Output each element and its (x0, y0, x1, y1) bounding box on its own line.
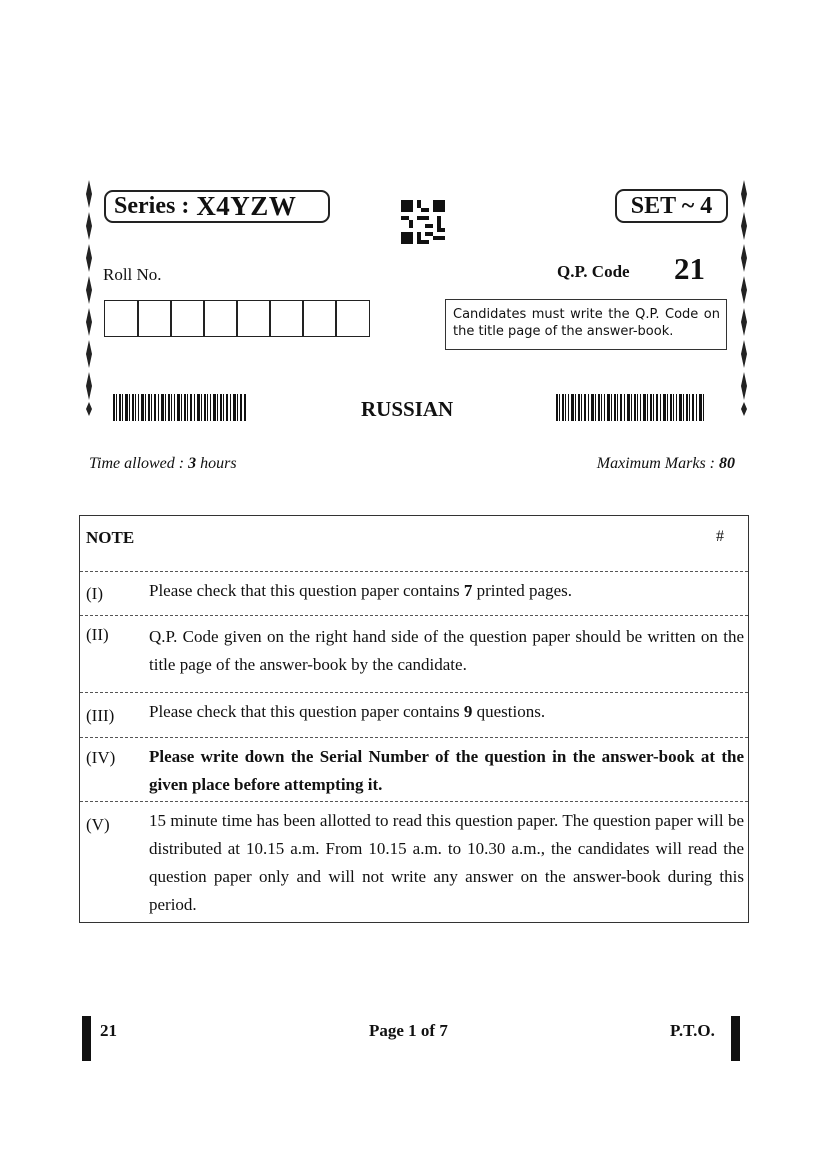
maximum-marks-label: Maximum Marks : (596, 455, 715, 472)
qr-code-icon (401, 200, 445, 244)
note-hash: # (716, 528, 724, 545)
time-allowed (89, 455, 237, 473)
roll-number-label: Roll No. (103, 265, 162, 284)
qp-code-value: 21 (674, 251, 705, 286)
roll-number-cell (335, 300, 370, 337)
roll-number-cell (302, 300, 337, 337)
note-item (80, 737, 748, 802)
maximum-marks (597, 455, 735, 473)
roll-number-boxes (104, 300, 368, 337)
time-allowed-label: Time allowed : (89, 455, 185, 472)
note-item-text: 15 minute time has been allotted to read this question paper. The question paper will be distributed at 10.15 a.m. From 10.15 a.m. to 10.30 a.m., the candidates will read the question paper only and will not write any answer on the answer-book during this period. (149, 811, 744, 914)
right-border-decoration (739, 180, 749, 416)
series-label: Series : (114, 193, 190, 219)
roll-number-cell (137, 300, 172, 337)
roll-number-cell (203, 300, 238, 337)
footer-right-bar (731, 1016, 740, 1061)
note-item (80, 801, 748, 923)
right-barcode-icon (556, 394, 704, 421)
note-heading: NOTE (86, 528, 135, 547)
note-item-text: Please write down the Serial Number of the question in the answer-book at the given place before attempting it. (149, 747, 744, 794)
time-allowed-value: 3 (188, 455, 197, 472)
note-item (80, 571, 748, 616)
left-border-decoration (84, 180, 94, 416)
maximum-marks-value: 80 (719, 455, 735, 472)
note-item-text: Please check that this question paper contains 9 questions. (149, 702, 546, 721)
set-box: SET ~ 4 (615, 189, 728, 223)
roll-number-cell (170, 300, 205, 337)
note-item-text: Q.P. Code given on the right hand side of the question paper should be written on the title page of the answer-book by the candidate. (149, 627, 744, 674)
left-barcode-icon (113, 394, 246, 421)
candidate-instruction-box: Candidates must write the Q.P. Code on the title page of the answer-book. (445, 299, 727, 350)
footer-qp-code: 21 (100, 1021, 117, 1040)
note-item-number: (III) (86, 706, 115, 725)
footer-pto: P.T.O. (670, 1021, 715, 1040)
footer-page-number: Page 1 of 7 (369, 1021, 448, 1040)
note-table (79, 515, 749, 923)
series-box (104, 190, 330, 223)
note-item-number: (IV) (86, 748, 116, 767)
note-item-number: (II) (86, 625, 109, 644)
time-allowed-unit: hours (200, 455, 237, 472)
note-item-text: Please check that this question paper contains 7 printed pages. (149, 581, 572, 600)
note-item-number: (I) (86, 584, 103, 603)
subject-title: RUSSIAN (361, 397, 454, 421)
roll-number-cell (236, 300, 271, 337)
note-item (80, 615, 748, 693)
note-item-number: (V) (86, 815, 110, 834)
roll-number-cell (269, 300, 304, 337)
note-item (80, 692, 748, 738)
footer-left-bar (82, 1016, 91, 1061)
series-code: X4YZW (196, 191, 297, 221)
roll-number-cell (104, 300, 139, 337)
qp-code-label: Q.P. Code (557, 262, 630, 281)
